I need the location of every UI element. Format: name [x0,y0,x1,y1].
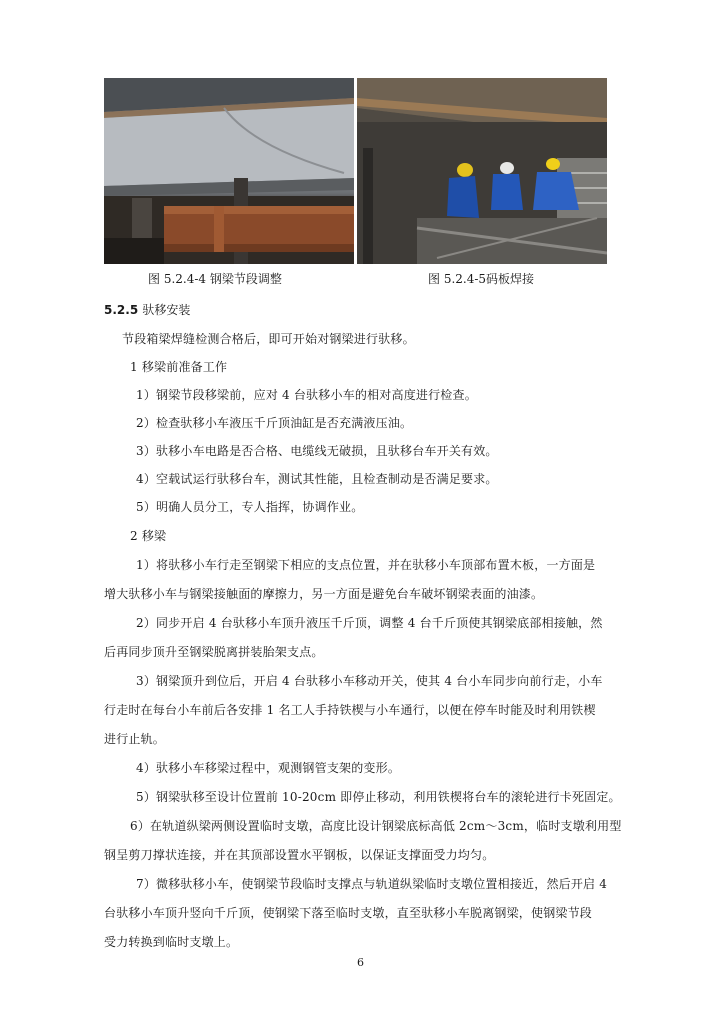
list-item: 2）同步开启 4 台驮移小车顶升液压千斤顶，调整 4 台千斤顶使其钢梁底部相接触，然 [136,616,603,630]
list-item: 4）驮移小车移梁过程中，观测钢管支架的变形。 [136,761,401,775]
paragraph-intro: 节段箱梁焊缝检测合格后，即可开始对钢梁进行驮移。 [122,332,415,346]
list-item-continuation: 钢呈剪刀撑状连接，并在其顶部设置水平钢板，以保证支撑面受力均匀。 [104,848,495,862]
list-item: 2）检查驮移小车液压千斤顶油缸是否充满液压油。 [136,416,413,430]
list-item: 3）钢梁顶升到位后，开启 4 台驮移小车移动开关，使其 4 台小车同步向前行走，小车 [136,674,603,688]
list-item: 4）空载试运行驮移台车，测试其性能，且检查制动是否满足要求。 [136,472,498,486]
subheading-1: 1 移梁前准备工作 [130,360,228,374]
list-item-continuation: 增大驮移小车与钢梁接触面的摩擦力，另一方面是避免台车破坏钢梁表面的油漆。 [104,587,544,601]
page-number: 6 [357,956,364,969]
welding-photo [357,78,607,264]
steel-beam-photo [104,78,354,264]
list-item: 6）在轨道纵梁两侧设置临时支墩，高度比设计钢梁底标高低 2cm～3cm，临时支墩利用型 [130,819,622,833]
list-item-continuation: 进行止轨。 [104,732,166,746]
list-item-continuation: 台驮移小车顶升竖向千斤顶，使钢梁下落至临时支墩，直至驮移小车脱离钢梁，使钢梁节段 [104,906,593,920]
section-number: 5.2.5 [104,303,139,317]
figure-caption-1: 图 5.2.4-4 钢梁节段调整 [148,272,282,286]
steel-beam-illustration [104,78,354,264]
list-item: 5）钢梁驮移至设计位置前 10-20cm 即停止移动，利用铁楔将台车的滚轮进行卡死固定。 [136,790,621,804]
list-item: 1）将驮移小车行走至钢梁下相应的支点位置，并在驮移小车顶部布置木板，一方面是 [136,558,596,572]
list-item-continuation: 行走时在每台小车前后各安排 1 名工人手持铁楔与小车通行，以便在停车时能及时利用铁楔 [104,703,596,717]
list-item-continuation: 受力转换到临时支墩上。 [104,935,239,949]
list-item: 1）钢梁节段移梁前，应对 4 台驮移小车的相对高度进行检查。 [136,388,477,402]
list-item: 5）明确人员分工，专人指挥，协调作业。 [136,500,364,514]
subheading-2: 2 移梁 [130,529,167,543]
list-item-continuation: 后再同步顶升至钢梁脱离拼装胎架支点。 [104,645,324,659]
list-item: 3）驮移小车电路是否合格、电缆线无破损，且驮移台车开关有效。 [136,444,498,458]
section-title: 驮移安装 [142,303,191,317]
section-heading [104,301,190,318]
welding-illustration [357,78,607,264]
list-item: 7）微移驮移小车，使钢梁节段临时支撑点与轨道纵梁临时支墩位置相接近，然后开启 4 [136,877,608,891]
figure-caption-2: 图 5.2.4-5码板焊接 [428,272,535,286]
